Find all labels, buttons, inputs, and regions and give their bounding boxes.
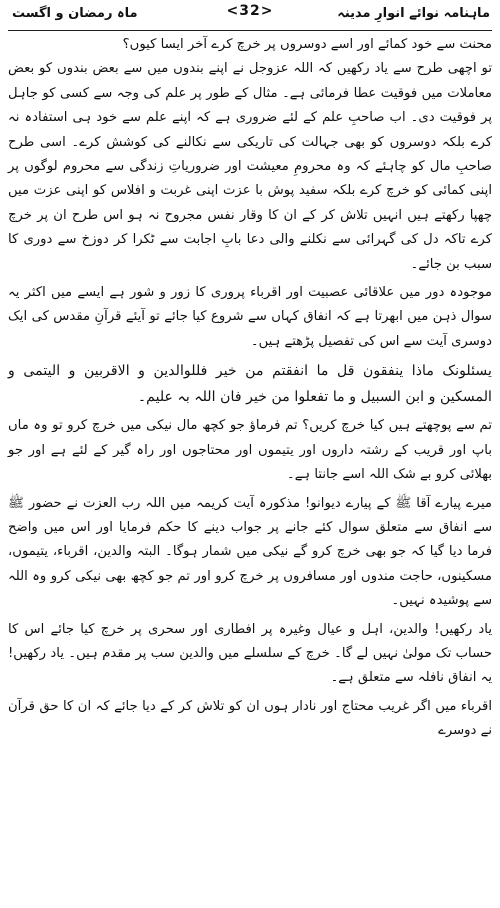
- page-number-value: 32: [239, 3, 261, 19]
- page-number: <32>: [226, 3, 274, 19]
- paragraph: اقرباء میں اگر غریب محتاج اور نادار ہوں ان کو تلاش کر کے دیا جائے کہ ان کا حق قرآن نے دوسرے: [8, 698, 492, 739]
- paragraph: میرے پیارے آقا ﷺ کے پیارے دیوانو! مذکورہ آیت کریمہ میں اللہ رب العزت نے حضور ﷺ سے انفاق سے متعلق سوال کئے جانے پر جواب دینے کا حکم فرمایا اور اس میں واضح فرما دیا گیا کہ جو بھی خرچ کرو گے نیکی میں شمار ہوگا۔ البتہ والدین، اقرباء، یتیموں، مسکینوں، حاجت مندوں اور مسافروں پر خرچ کرو اور تم جو کچھ بھی نیکی کرو وہ اللہ سے پوشیدہ نہیں۔: [8, 495, 492, 609]
- magazine-name: ماہنامہ نوائے انوارِ مدینہ: [337, 6, 490, 21]
- quran-verse: یسئلونک ماذا ینفقون قل ما انفقتم من خیر فللوالدین و الاقربین و الیتمی و المسکین و ابن السبیل و ما تفعلوا من خیر فان اللہ بہ علیم۔: [8, 363, 492, 406]
- paragraph: تو اچھی طرح سے یاد رکھیں کہ اللہ عزوجل نے اپنے بندوں میں سے بعض بندوں کو بعض معاملات میں فوقیت عطا فرمائی ہے۔ مثال کے طور پر علم کی وجہ سے کسی کو جاہل پر فوقیت دی۔ اب صاحبِ علم کے لئے ضروری ہے کہ اپنے علم سے خود ہی استفادہ نہ کرے بلکہ دوسروں کو بھی جہالت کی تاریکی سے نکالنے کی کوشش کرے۔ اسی طرح صاحبِ مال کو چاہئے کہ وہ محرومِ معیشت اور ضروریاتِ زندگی سے محروم لوگوں پر اپنی کمائی کو خرچ کرے بلکہ سفید پوش با عزت اپنی غربت و افلاس کو اپنی عزت میں چھپا رکھتے ہیں انہیں تلاش کر کے ان کا وقار نفس مجروح نہ ہو اس طرح ان پر خرچ کرے تاکہ دل کی گہرائی سے نکلنے والی دعا بابِ اجابت سے ٹکرا کر دوزخ سے دوری کا سبب بن جائے۔: [8, 61, 492, 272]
- verse-translation: تم سے پوچھتے ہیں کیا خرچ کریں؟ تم فرماؤ جو کچھ مال نیکی میں خرچ کرو تو وہ ماں باپ اور قریب کے رشتہ داروں اور یتیموں اور محتاجوں اور راہ گیر کے لئے ہے اور جو بھلائی کرو بے شک اللہ اسے جانتا ہے۔: [8, 418, 492, 483]
- paragraph: یاد رکھیں! والدین، اہل و عیال وغیرہ پر افطاری اور سحری پر خرچ کیا جائے اس کا حساب تک مولیٰ نہیں لے گا۔ خرچ کے سلسلے میں والدین سب پر مقدم ہیں۔ یاد رکھیں! یہ انفاق نافلہ سے متعلق ہے۔: [8, 621, 492, 686]
- article-body: [6, 31, 494, 744]
- paragraph: محنت سے خود کمائے اور اسے دوسروں پر خرچ کرے آخر ایسا کیوں؟: [122, 37, 492, 52]
- issue-month: ماہ رمضان و اگست: [12, 6, 138, 21]
- page-header: [8, 0, 492, 31]
- paragraph: موجودہ دور میں علاقائی عصبیت اور اقرباء پروری کا زور و شور ہے ایسے میں اکثر یہ سوال ذہن میں ابھرتا ہے کہ انفاق کہاں سے شروع کیا جائے تو آیئے قرآنِ مقدس کی ایک دوسری آیت سے اس کی تفصیل پڑھتے ہیں۔: [8, 285, 492, 349]
